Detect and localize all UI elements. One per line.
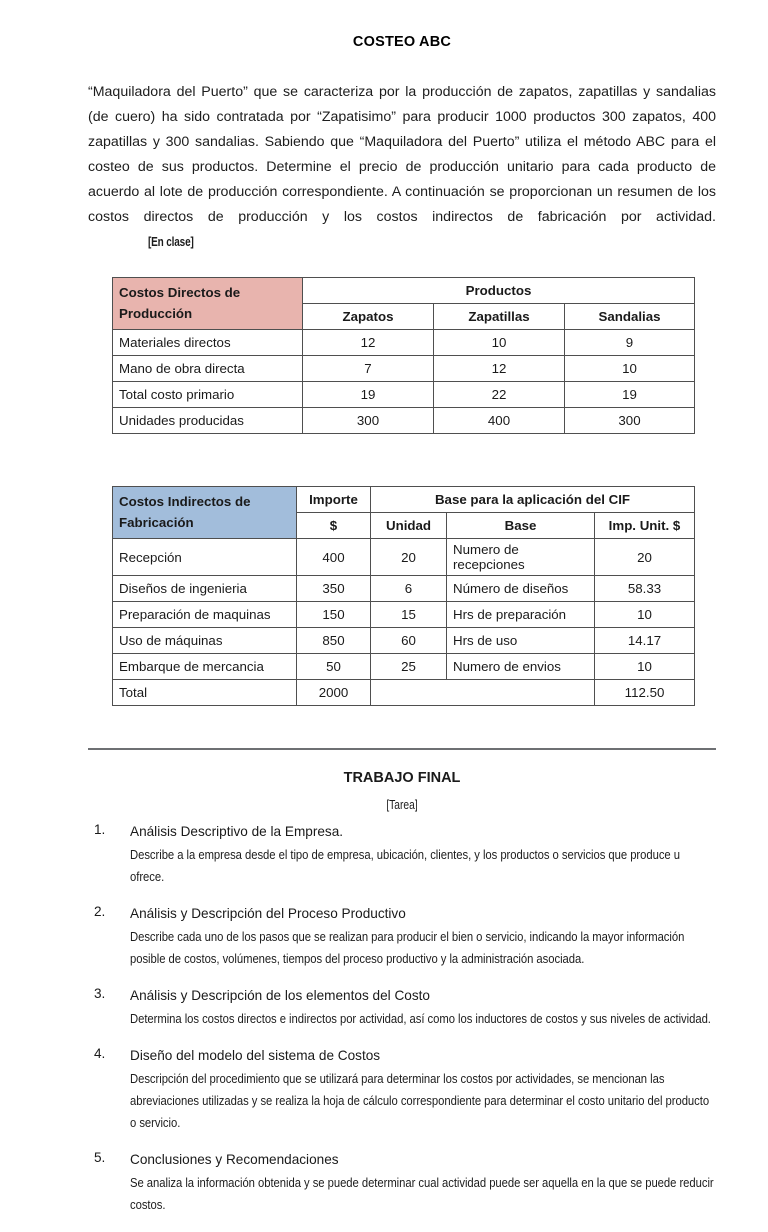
- indirect-costs-corner-header: Costos Indirectos de Fabricación: [113, 487, 297, 539]
- cell-value: 400: [434, 408, 565, 434]
- column-header-imp-unit: Imp. Unit. $: [595, 513, 695, 539]
- table-row: [113, 576, 695, 602]
- list-item-number: 2.: [94, 904, 106, 920]
- cell-unidad: 6: [371, 576, 447, 602]
- cell-unidad: 60: [371, 628, 447, 654]
- row-label: Uso de máquinas: [113, 628, 297, 654]
- indirect-costs-group-header: Base para la aplicación del CIF: [371, 487, 695, 513]
- list-item-heading: Análisis Descriptivo de la Empresa.: [130, 824, 344, 840]
- page-title: COSTEO ABC: [352, 34, 452, 50]
- cell-base: Numero de envios: [447, 654, 595, 680]
- final-work-list: [88, 822, 716, 1216]
- cell-imp-unit: 58.33: [595, 576, 695, 602]
- cell-value: 10: [434, 330, 565, 356]
- cell-value: 7: [303, 356, 434, 382]
- importe-header-top: Importe: [297, 487, 371, 513]
- intro-paragraph: [88, 80, 716, 255]
- cell-unidad: 25: [371, 654, 447, 680]
- total-label: Total: [113, 680, 297, 706]
- cell-value: 10: [565, 356, 695, 382]
- column-header-base: Base: [447, 513, 595, 539]
- cell-importe: 50: [297, 654, 371, 680]
- cell-imp-unit: 20: [595, 539, 695, 576]
- row-label: Materiales directos: [113, 330, 303, 356]
- cell-importe: 400: [297, 539, 371, 576]
- row-label: Embarque de mercancia: [113, 654, 297, 680]
- table-row: [113, 487, 695, 513]
- row-label: Preparación de maquinas: [113, 602, 297, 628]
- column-header-zapatillas: Zapatillas: [434, 304, 565, 330]
- table-row-total: [113, 680, 695, 706]
- list-item-heading: Análisis y Descripción del Proceso Productivo: [130, 906, 406, 922]
- cell-imp-unit: 10: [595, 602, 695, 628]
- list-item-number: 3.: [94, 986, 106, 1002]
- list-item-body: Determina los costos directos e indirectos por actividad, así como los inductores de costos y sus niveles de actividad.: [130, 1011, 711, 1027]
- cell-value: 300: [303, 408, 434, 434]
- cell-unidad: 15: [371, 602, 447, 628]
- list-item-number: 1.: [94, 822, 106, 838]
- list-item-heading: Conclusiones y Recomendaciones: [130, 1152, 339, 1168]
- direct-costs-table-wrapper: [112, 277, 716, 434]
- cell-value: 22: [434, 382, 565, 408]
- table-row: [113, 382, 695, 408]
- row-label: Mano de obra directa: [113, 356, 303, 382]
- list-item-heading: Análisis y Descripción de los elementos del Costo: [130, 988, 430, 1004]
- list-item: [88, 986, 716, 1030]
- list-item: [88, 1150, 716, 1216]
- row-label: Diseños de ingenieria: [113, 576, 297, 602]
- intro-text: “Maquiladora del Puerto” que se caracteriza por la producción de zapatos, zapatillas y sandalias (de cuero) ha sido contratada por “Zapatisimo” para producir 1000 productos 300 zapatos, 400 zapatillas y 300 sandalias. Sabiendo que “Maquiladora del Puerto” utiliza el método ABC para el costeo de sus productos. Determine el precio de producción unitario para cada producto de acuerdo al lote de producción correspondiente. A continuación se proporcionan un resumen de los costos directos de producción y los costos indirectos de fabricación por actividad.: [88, 84, 716, 225]
- cell-value: 300: [565, 408, 695, 434]
- cell-value: 19: [565, 382, 695, 408]
- list-item: [88, 822, 716, 888]
- list-item-number: 4.: [94, 1046, 106, 1062]
- list-item-heading: Diseño del modelo del sistema de Costos: [130, 1048, 381, 1064]
- list-item-number: 5.: [94, 1150, 106, 1166]
- cell-importe: 150: [297, 602, 371, 628]
- column-header-sandalias: Sandalias: [565, 304, 695, 330]
- direct-costs-corner-header: Costos Directos de Producción: [113, 278, 303, 330]
- direct-costs-group-header: Productos: [303, 278, 695, 304]
- table-costos-directos: [112, 277, 695, 434]
- table-row: [113, 539, 695, 576]
- cell-imp-unit: 10: [595, 654, 695, 680]
- column-header-unidad: Unidad: [371, 513, 447, 539]
- final-work-title: TRABAJO FINAL: [343, 770, 461, 786]
- cell-importe: 350: [297, 576, 371, 602]
- cell-imp-unit: 14.17: [595, 628, 695, 654]
- total-importe: 2000: [297, 680, 371, 706]
- cell-base: Numero de recepciones: [447, 539, 595, 576]
- list-item: [88, 1046, 716, 1134]
- table-row: [113, 330, 695, 356]
- cell-value: 12: [303, 330, 434, 356]
- table-row: [113, 654, 695, 680]
- section-divider: [88, 748, 716, 750]
- table-costos-indirectos: [112, 486, 695, 706]
- cell-value: 12: [434, 356, 565, 382]
- list-item-body: Describe cada uno de los pasos que se realizan para producir el bien o servicio, indicando la mayor información posible de costos, volúmenes, tiempos del proceso productivo y la administración asociada.: [130, 929, 685, 967]
- table-row: [113, 278, 695, 304]
- row-label: Total costo primario: [113, 382, 303, 408]
- cell-base: Hrs de uso: [447, 628, 595, 654]
- total-empty-cell: [371, 680, 595, 706]
- table-row: [113, 602, 695, 628]
- list-item-body: Descripción del procedimiento que se utilizará para determinar los costos por actividades, se mencionan las abreviaciones utilizadas y se realiza la hoja de cálculo correspondiente para determinar el costo unitario del producto o servicio.: [130, 1071, 710, 1131]
- in-class-tag: [En clase]: [148, 235, 194, 249]
- list-item-body: Describe a la empresa desde el tipo de empresa, ubicación, clientes, y los productos o servicios que produce u ofrece.: [130, 847, 680, 885]
- list-item-body: Se analiza la información obtenida y se puede determinar cual actividad puede ser aquella en la que se puede reducir costos.: [130, 1175, 714, 1213]
- list-item: [88, 904, 716, 970]
- cell-importe: 850: [297, 628, 371, 654]
- row-label: Unidades producidas: [113, 408, 303, 434]
- importe-header-currency: $: [297, 513, 371, 539]
- final-work-subtitle: [Tarea]: [386, 798, 418, 813]
- cell-base: Hrs de preparación: [447, 602, 595, 628]
- cell-value: 19: [303, 382, 434, 408]
- table-row: [113, 356, 695, 382]
- column-header-zapatos: Zapatos: [303, 304, 434, 330]
- cell-base: Número de diseños: [447, 576, 595, 602]
- indirect-costs-table-wrapper: [112, 486, 716, 706]
- table-row: [113, 408, 695, 434]
- row-label: Recepción: [113, 539, 297, 576]
- document-content: [88, 0, 716, 1232]
- table-row: [113, 628, 695, 654]
- cell-unidad: 20: [371, 539, 447, 576]
- cell-value: 9: [565, 330, 695, 356]
- total-imp-unit: 112.50: [595, 680, 695, 706]
